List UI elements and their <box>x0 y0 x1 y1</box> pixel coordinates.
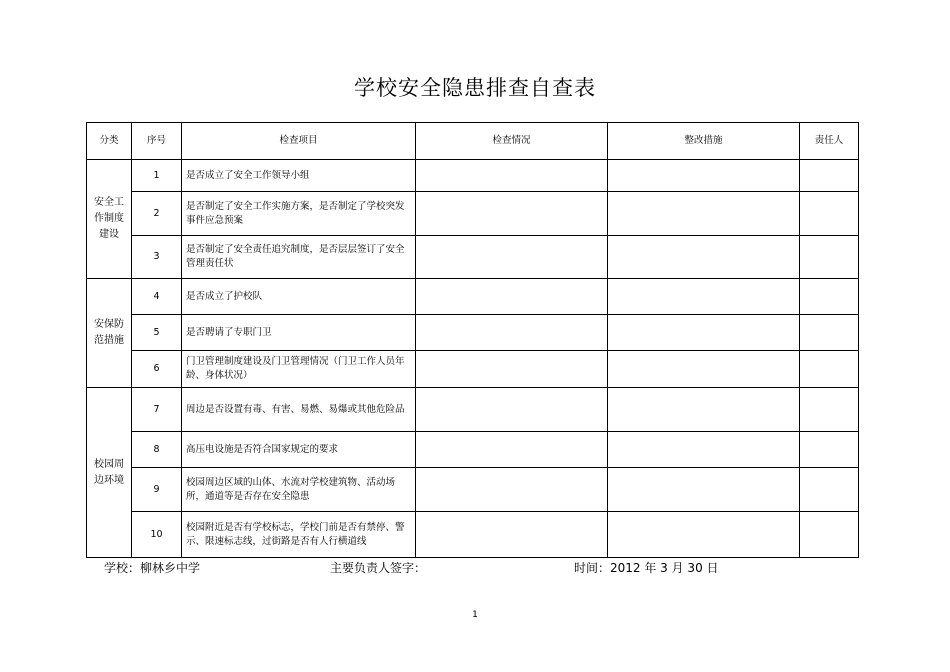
table-row <box>87 279 859 315</box>
row-item: 是否制定了安全工作实施方案，是否制定了学校突发事件应急预案 <box>182 192 416 236</box>
person-cell[interactable] <box>800 388 859 432</box>
page-title: 学校安全隐患排查自查表 <box>354 76 596 100</box>
row-number: 4 <box>132 279 182 315</box>
status-cell[interactable] <box>416 388 608 432</box>
row-item: 高压电设施是否符合国家规定的要求 <box>182 432 416 468</box>
row-number: 5 <box>132 315 182 351</box>
row-number: 2 <box>132 192 182 236</box>
measures-cell[interactable] <box>608 192 800 236</box>
measures-cell[interactable] <box>608 160 800 192</box>
person-cell[interactable] <box>800 192 859 236</box>
row-number: 9 <box>132 468 182 512</box>
signature-label: 主要负责人签字： <box>330 561 427 575</box>
page-number: 1 <box>472 610 478 620</box>
status-cell[interactable] <box>416 315 608 351</box>
header-status: 检查情况 <box>416 123 608 160</box>
status-cell[interactable] <box>416 279 608 315</box>
row-item: 门卫管理制度建设及门卫管理情况（门卫工作人员年龄、身体状况） <box>182 351 416 388</box>
table-row <box>87 236 859 279</box>
row-number: 6 <box>132 351 182 388</box>
table-header-row <box>87 123 859 160</box>
table-row <box>87 432 859 468</box>
measures-cell[interactable] <box>608 388 800 432</box>
person-cell[interactable] <box>800 468 859 512</box>
row-number: 8 <box>132 432 182 468</box>
person-cell[interactable] <box>800 512 859 558</box>
header-item: 检查项目 <box>182 123 416 160</box>
status-cell[interactable] <box>416 192 608 236</box>
measures-cell[interactable] <box>608 432 800 468</box>
status-cell[interactable] <box>416 351 608 388</box>
status-cell[interactable] <box>416 468 608 512</box>
row-item: 周边是否设置有毒、有害、易燃、易爆或其他危险品 <box>182 388 416 432</box>
person-cell[interactable] <box>800 236 859 279</box>
row-number: 3 <box>132 236 182 279</box>
table-row <box>87 468 859 512</box>
row-item: 校园附近是否有学校标志，学校门前是否有禁停、警示、限速标志线，过街路是否有人行横道线 <box>182 512 416 558</box>
row-item: 是否聘请了专职门卫 <box>182 315 416 351</box>
person-cell[interactable] <box>800 432 859 468</box>
table-row <box>87 388 859 432</box>
table-row <box>87 351 859 388</box>
row-item: 是否制定了安全责任追究制度，是否层层签订了安全管理责任状 <box>182 236 416 279</box>
status-cell[interactable] <box>416 512 608 558</box>
header-person: 责任人 <box>800 123 859 160</box>
category-cell: 安全工作制度建设 <box>87 160 132 279</box>
category-cell: 校园周边环境 <box>87 388 132 558</box>
header-measures: 整改措施 <box>608 123 800 160</box>
inspection-table <box>86 122 859 558</box>
row-number: 1 <box>132 160 182 192</box>
person-cell[interactable] <box>800 279 859 315</box>
category-cell: 安保防范措施 <box>87 279 132 388</box>
table-row <box>87 160 859 192</box>
table-row <box>87 192 859 236</box>
status-cell[interactable] <box>416 432 608 468</box>
person-cell[interactable] <box>800 351 859 388</box>
status-cell[interactable] <box>416 236 608 279</box>
header-category: 分类 <box>87 123 132 160</box>
header-number: 序号 <box>132 123 182 160</box>
table-row <box>87 512 859 558</box>
row-number: 10 <box>132 512 182 558</box>
form-footer <box>0 556 950 578</box>
measures-cell[interactable] <box>608 512 800 558</box>
status-cell[interactable] <box>416 160 608 192</box>
measures-cell[interactable] <box>608 351 800 388</box>
table-row <box>87 315 859 351</box>
measures-cell[interactable] <box>608 468 800 512</box>
person-cell[interactable] <box>800 315 859 351</box>
date-label: 时间：2012 年 3 月 30 日 <box>574 561 719 575</box>
row-item: 是否成立了安全工作领导小组 <box>182 160 416 192</box>
row-item: 校园周边区域的山体、水流对学校建筑物、活动场所，通道等是否存在安全隐患 <box>182 468 416 512</box>
measures-cell[interactable] <box>608 236 800 279</box>
measures-cell[interactable] <box>608 279 800 315</box>
measures-cell[interactable] <box>608 315 800 351</box>
row-item: 是否成立了护校队 <box>182 279 416 315</box>
school-name: 学校：柳林乡中学 <box>104 561 201 575</box>
person-cell[interactable] <box>800 160 859 192</box>
row-number: 7 <box>132 388 182 432</box>
